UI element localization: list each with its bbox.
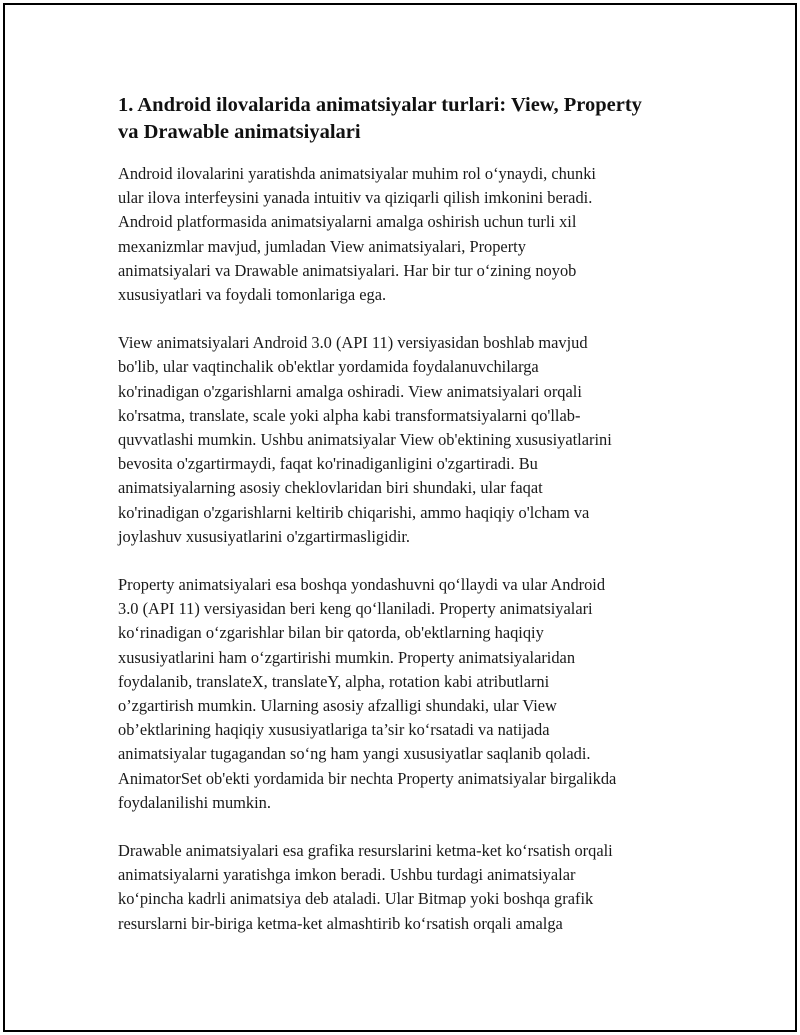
- heading-line: 1. Android ilovalarida animatsiyalar turlari: View, Property: [118, 94, 642, 116]
- text-line: foydalanilishi mumkin.: [118, 792, 271, 812]
- paragraph-view-animations: [118, 331, 683, 549]
- text-line: ko'rsatma, translate, scale yoki alpha kabi transformatsiyalarni qo'llab-: [118, 405, 581, 425]
- text-line: joylashuv xususiyatlarini o'zgartirmasligidir.: [118, 526, 411, 546]
- heading-line: va Drawable animatsiyalari: [118, 121, 361, 143]
- text-line: ko'rinadigan o'zgarishlarni keltirib chiqarishi, ammo haqiqiy o'lcham va: [118, 502, 590, 522]
- paragraph-intro: [118, 162, 683, 307]
- text-line: foydalanib, translateX, translateY, alpha, rotation kabi atributlarni: [118, 671, 550, 691]
- text-line: o’zgartirish mumkin. Ularning asosiy afzalligi shundaki, ular View: [118, 696, 557, 716]
- paragraph-drawable-animations: [118, 839, 683, 936]
- text-line: animatsiyalari va Drawable animatsiyalari. Har bir tur o‘zining noyob: [118, 260, 577, 280]
- text-line: mexanizmlar mavjud, jumladan View animatsiyalari, Property: [118, 236, 526, 256]
- text-line: View animatsiyalari Android 3.0 (API 11) versiyasidan boshlab mavjud: [118, 333, 588, 353]
- text-line: Android ilovalarini yaratishda animatsiyalar muhim rol o‘ynaydi, chunki: [118, 164, 596, 183]
- text-line: ko'rinadigan o'zgarishlarni amalga oshiradi. View animatsiyalari orqali: [118, 381, 582, 401]
- text-line: ob’ektlarining haqiqiy xususiyatlariga ta’sir ko‘rsatadi va natijada: [118, 720, 550, 740]
- text-line: ular ilova interfeysini yanada intuitiv va qiziqarli qilish imkonini beradi.: [118, 188, 593, 208]
- paragraph-property-animations: [118, 573, 683, 815]
- text-line: animatsiyalarning asosiy cheklovlaridan biri shundaki, ular faqat: [118, 478, 543, 498]
- text-line: animatsiyalar tugagandan so‘ng ham yangi xususiyatlar saqlanib qoladi.: [118, 744, 591, 764]
- section-heading: [118, 92, 683, 146]
- text-line: resurslarni bir-biriga ketma-ket almashtirib ko‘rsatish orqali amalga: [118, 913, 563, 933]
- text-line: bevosita o'zgartirmaydi, faqat ko'rinadiganligini o'zgartiradi. Bu: [118, 454, 538, 474]
- text-line: 3.0 (API 11) versiyasidan beri keng qo‘llaniladi. Property animatsiyalari: [118, 599, 593, 619]
- text-line: xususiyatlarini ham o‘zgartirishi mumkin. Property animatsiyalaridan: [118, 647, 576, 667]
- text-line: ko‘pincha kadrli animatsiya deb ataladi. Ular Bitmap yoki boshqa grafik: [118, 889, 594, 909]
- text-line: xususiyatlari va foydali tomonlariga ega.: [118, 285, 387, 305]
- text-line: Property animatsiyalari esa boshqa yondashuvni qo‘llaydi va ular Android: [118, 575, 606, 595]
- text-line: animatsiyalarni yaratishga imkon beradi. Ushbu turdagi animatsiyalar: [118, 865, 576, 885]
- text-line: ko‘rinadigan o‘zgarishlar bilan bir qatorda, ob'ektlarning haqiqiy: [118, 623, 544, 643]
- document-body: [118, 92, 683, 960]
- text-line: AnimatorSet ob'ekti yordamida bir nechta Property animatsiyalar birgalikda: [118, 768, 617, 788]
- text-line: bo'lib, ular vaqtinchalik ob'ektlar yordamida foydalanuvchilarga: [118, 357, 539, 377]
- text-line: Drawable animatsiyalari esa grafika resurslarini ketma-ket ko‘rsatish orqali: [118, 841, 613, 861]
- text-line: Android platformasida animatsiyalarni amalga oshirish uchun turli xil: [118, 212, 577, 232]
- text-line: quvvatlashi mumkin. Ushbu animatsiyalar View ob'ektining xususiyatlarini: [118, 430, 612, 450]
